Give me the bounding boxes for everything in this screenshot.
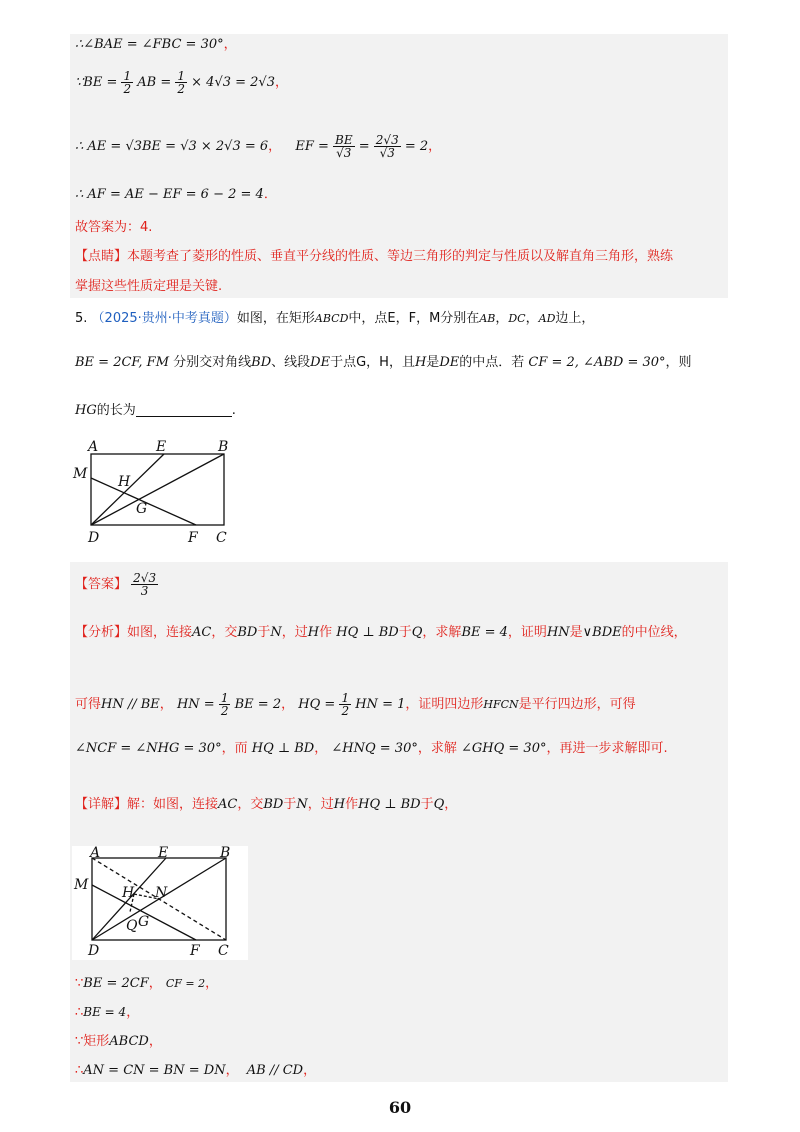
answer-statement: 故答案为：4. xyxy=(75,220,153,235)
question-5-line-2: BE = 2CF, FM 分别交对角线BD、线段DE于点G，H，且H是DE的中点．若 CF = 2, ∠ABD = 30°，则 xyxy=(75,355,692,370)
point-label-d: D xyxy=(88,530,100,546)
point-label-h: H xyxy=(118,474,131,490)
fraction: $\frac{1}{2}$ xyxy=(341,691,350,718)
point-label-a: A xyxy=(90,846,101,861)
analysis-line-1: 【分析】如图，连接AC，交BD于N，过H作 HQ ⊥ BD于Q，求解BE = 4，证明HN是∨BDE的中位线， xyxy=(75,625,687,640)
figure-rectangle-2 xyxy=(72,846,248,960)
solution-panel-bottom xyxy=(70,562,728,1082)
point-label-e: E xyxy=(158,846,169,861)
line-be-half: ∵BE = $\frac{1}{2}$ AB = $\frac{1}{2}$ × 4√3 = 2√3， xyxy=(75,69,289,96)
line-af: ∴ AF = AE − EF = 6 − 2 = 4． xyxy=(75,187,277,202)
figure-rectangle-1 xyxy=(70,438,250,548)
point-label-g: G xyxy=(136,501,148,517)
detail-line-1: 【详解】解：如图，连接AC，交BD于N，过H作HQ ⊥ BD于Q， xyxy=(75,797,458,812)
point-label-b: B xyxy=(218,439,229,455)
point-label-m: M xyxy=(73,466,88,482)
analysis-line-3: ∠NCF = ∠NHG = 30°，而 HQ ⊥ BD， ∠HNQ = 30°，求解 ∠GHQ = 30°，再进一步求解即可. xyxy=(75,741,668,756)
fraction: $\frac{1}{2}$ xyxy=(220,691,229,718)
fraction: $\frac{1}{2}$ xyxy=(123,69,132,96)
question-5-line-3: HG的长为 . xyxy=(75,403,236,418)
question-source: （2025·贵州·中考真题） xyxy=(91,311,237,326)
point-label-d: D xyxy=(88,943,100,959)
question-5-line-1: 5. （2025·贵州·中考真题）如图，在矩形ABCD中，点E，F，M分别在AB，DC，AD边上， xyxy=(75,311,595,326)
comment-line-2: 掌握这些性质定理是关键. xyxy=(75,279,223,294)
page-number: 60 xyxy=(388,1098,412,1117)
point-label-c: C xyxy=(218,943,229,959)
answer-line: 【答案】 $\frac{2√3}{3}$ xyxy=(75,571,157,598)
point-label-n: N xyxy=(155,885,168,901)
point-label-b: B xyxy=(220,846,231,861)
point-label-f: F xyxy=(188,530,198,546)
point-label-a: A xyxy=(88,439,99,455)
point-label-q: Q xyxy=(126,918,138,934)
line-angle-equal: ∴∠BAE = ∠FBC = 30°， xyxy=(75,37,237,52)
fraction: $\frac{1}{2}$ xyxy=(177,69,186,96)
point-label-c: C xyxy=(216,530,227,546)
line-ae-ef: ∴ AE = √3BE = √3 × 2√3 = 6， EF = $\frac{BE}{√3}$ = $\frac{2√3}{√3}$ = 2， xyxy=(75,133,442,160)
point-label-f: F xyxy=(190,943,200,959)
fraction: $\frac{2√3}{√3}$ xyxy=(375,133,399,160)
answer-fraction: $\frac{2√3}{3}$ xyxy=(133,571,157,598)
step-4: ∴AN = CN = BN = DN， AB // CD， xyxy=(75,1063,317,1078)
step-2: ∴BE = 4， xyxy=(75,1005,140,1020)
fraction: $\frac{BE}{√3}$ xyxy=(335,133,353,160)
answer-blank xyxy=(136,404,232,417)
point-label-m: M xyxy=(74,877,89,893)
point-label-h: H xyxy=(122,885,135,901)
step-3: ∵矩形ABCD， xyxy=(75,1034,162,1049)
analysis-line-2: 可得HN // BE， HN = $\frac{1}{2}$ BE = 2， HQ = $\frac{1}{2}$ HN = 1，证明四边形HFCN是平行四边形，可得 xyxy=(75,691,636,718)
comment-line-1: 【点睛】本题考查了菱形的性质、垂直平分线的性质、等边三角形的判定与性质以及解直角三角形，熟练 xyxy=(75,249,674,264)
step-1: ∵BE = 2CF， CF = 2， xyxy=(75,976,219,991)
point-label-e: E xyxy=(156,439,167,455)
point-label-g: G xyxy=(138,914,150,930)
